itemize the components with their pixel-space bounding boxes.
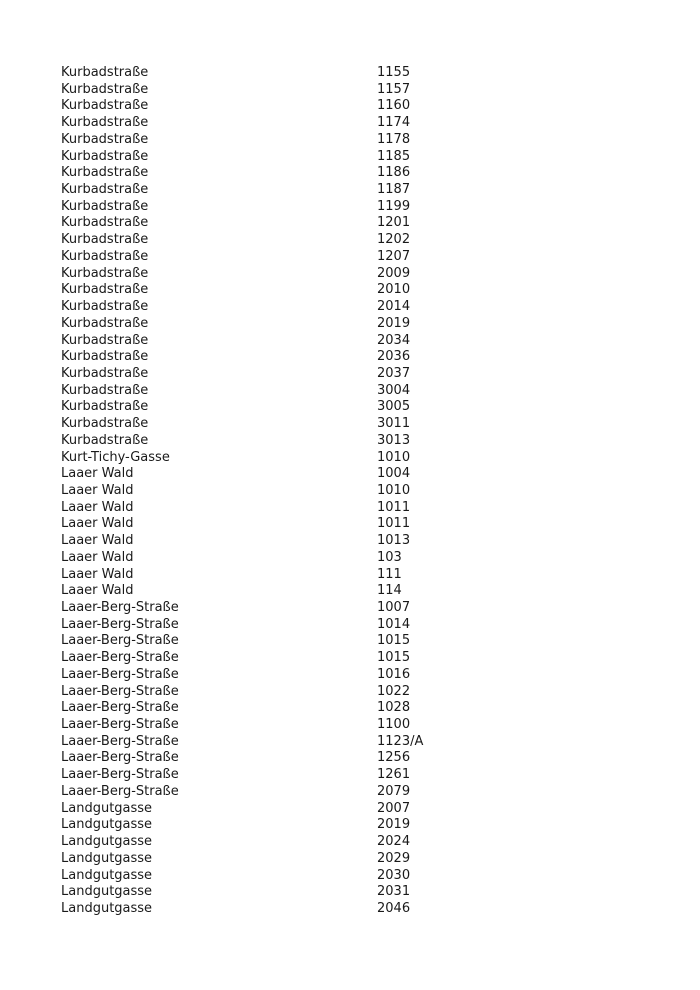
- list-item: [0, 433, 700, 450]
- street-name: Laaer-Berg-Straße: [61, 767, 179, 783]
- list-item: [0, 299, 700, 316]
- street-name: Kurbadstraße: [61, 115, 149, 131]
- list-item: [0, 483, 700, 500]
- street-name: Laaer Wald: [61, 533, 134, 549]
- list-item: [0, 182, 700, 199]
- house-number: 2014: [377, 299, 411, 315]
- list-item: [0, 617, 700, 634]
- list-item: [0, 450, 700, 467]
- list-item: [0, 333, 700, 350]
- list-item: [0, 349, 700, 366]
- house-number: 1010: [377, 449, 411, 465]
- street-name: Laaer-Berg-Straße: [61, 750, 179, 766]
- street-name: Laaer Wald: [61, 583, 134, 599]
- street-name: Laaer Wald: [61, 466, 134, 482]
- house-number: 2046: [377, 900, 411, 916]
- street-name: Laaer-Berg-Straße: [61, 683, 179, 699]
- house-number: 1201: [377, 215, 411, 231]
- street-name: Landgutgasse: [61, 900, 153, 916]
- house-number: 1014: [377, 616, 411, 632]
- list-item: [0, 149, 700, 166]
- street-name: Laaer Wald: [61, 566, 134, 582]
- house-number: 1186: [377, 165, 411, 181]
- house-number: 3004: [377, 382, 411, 398]
- list-item: [0, 416, 700, 433]
- house-number: 2024: [377, 834, 411, 850]
- list-item: [0, 516, 700, 533]
- house-number: 1174: [377, 115, 411, 131]
- street-name: Kurbadstraße: [61, 299, 149, 315]
- house-number: 3013: [377, 432, 411, 448]
- street-name: Kurbadstraße: [61, 81, 149, 97]
- street-name: Kurbadstraße: [61, 265, 149, 281]
- list-item: [0, 132, 700, 149]
- street-name: Kurbadstraße: [61, 349, 149, 365]
- house-number: 1013: [377, 533, 411, 549]
- street-name: Kurbadstraße: [61, 215, 149, 231]
- street-name: Landgutgasse: [61, 867, 153, 883]
- street-name: Laaer-Berg-Straße: [61, 783, 179, 799]
- list-item: [0, 249, 700, 266]
- list-item: [0, 750, 700, 767]
- list-item: [0, 817, 700, 834]
- house-number: 2030: [377, 867, 411, 883]
- list-item: [0, 466, 700, 483]
- street-name: Landgutgasse: [61, 850, 153, 866]
- list-item: [0, 399, 700, 416]
- list-item: [0, 700, 700, 717]
- house-number: 1100: [377, 717, 411, 733]
- street-name: Kurt-Tichy-Gasse: [61, 449, 170, 465]
- street-name: Laaer-Berg-Straße: [61, 616, 179, 632]
- house-number: 114: [377, 583, 402, 599]
- street-name: Laaer Wald: [61, 482, 134, 498]
- list-item: [0, 366, 700, 383]
- house-number: 1022: [377, 683, 411, 699]
- house-number: 3011: [377, 416, 411, 432]
- street-name: Kurbadstraße: [61, 432, 149, 448]
- house-number: 1160: [377, 98, 411, 114]
- list-item: [0, 851, 700, 868]
- list-item: [0, 734, 700, 751]
- list-item: [0, 650, 700, 667]
- street-name: Kurbadstraße: [61, 248, 149, 264]
- street-name: Kurbadstraße: [61, 332, 149, 348]
- street-name: Laaer-Berg-Straße: [61, 717, 179, 733]
- list-item: [0, 82, 700, 99]
- house-number: 1010: [377, 482, 411, 498]
- street-name: Kurbadstraße: [61, 148, 149, 164]
- list-item: [0, 199, 700, 216]
- house-number: 1187: [377, 182, 411, 198]
- house-number: 1011: [377, 499, 411, 515]
- street-name: Kurbadstraße: [61, 365, 149, 381]
- list-item: [0, 282, 700, 299]
- street-name: Laaer-Berg-Straße: [61, 733, 179, 749]
- house-number: 1123/A: [377, 733, 424, 749]
- street-name: Landgutgasse: [61, 817, 153, 833]
- house-number: 1015: [377, 633, 411, 649]
- street-name: Kurbadstraße: [61, 382, 149, 398]
- house-number: 1261: [377, 767, 411, 783]
- list-item: [0, 115, 700, 132]
- house-number: 2019: [377, 315, 411, 331]
- list-item: [0, 801, 700, 818]
- list-item: [0, 316, 700, 333]
- list-item: [0, 884, 700, 901]
- street-name: Landgutgasse: [61, 800, 153, 816]
- house-number: 111: [377, 566, 402, 582]
- list-item: [0, 583, 700, 600]
- list-item: [0, 98, 700, 115]
- list-item: [0, 600, 700, 617]
- list-item: [0, 684, 700, 701]
- list-item: [0, 266, 700, 283]
- list-item: [0, 667, 700, 684]
- list-item: [0, 784, 700, 801]
- list-item: [0, 633, 700, 650]
- house-number: 1185: [377, 148, 411, 164]
- house-number: 103: [377, 549, 402, 565]
- street-name: Laaer-Berg-Straße: [61, 633, 179, 649]
- address-list: [0, 65, 700, 918]
- house-number: 1028: [377, 700, 411, 716]
- street-name: Laaer Wald: [61, 549, 134, 565]
- street-name: Laaer Wald: [61, 499, 134, 515]
- list-item: [0, 767, 700, 784]
- street-name: Kurbadstraße: [61, 131, 149, 147]
- list-item: [0, 165, 700, 182]
- house-number: 1011: [377, 516, 411, 532]
- list-item: [0, 533, 700, 550]
- list-item: [0, 717, 700, 734]
- list-item: [0, 834, 700, 851]
- house-number: 3005: [377, 399, 411, 415]
- street-name: Laaer-Berg-Straße: [61, 600, 179, 615]
- street-name: Landgutgasse: [61, 884, 153, 900]
- house-number: 2007: [377, 800, 411, 816]
- street-name: Laaer-Berg-Straße: [61, 650, 179, 666]
- house-number: 2037: [377, 365, 411, 381]
- house-number: 1256: [377, 750, 411, 766]
- house-number: 1015: [377, 650, 411, 666]
- street-name: Kurbadstraße: [61, 399, 149, 415]
- house-number: 1207: [377, 248, 411, 264]
- house-number: 1178: [377, 131, 411, 147]
- street-name: Laaer-Berg-Straße: [61, 666, 179, 682]
- list-item: [0, 500, 700, 517]
- house-number: 2079: [377, 783, 411, 799]
- list-item: [0, 567, 700, 584]
- street-name: Kurbadstraße: [61, 416, 149, 432]
- house-number: 1199: [377, 198, 411, 214]
- house-number: 2034: [377, 332, 411, 348]
- house-number: 1004: [377, 466, 411, 482]
- street-name: Kurbadstraße: [61, 282, 149, 298]
- house-number: 1157: [377, 81, 411, 97]
- list-item: [0, 383, 700, 400]
- list-item: [0, 232, 700, 249]
- house-number: 1007: [377, 600, 411, 615]
- house-number: 2029: [377, 850, 411, 866]
- list-item: [0, 868, 700, 885]
- house-number: 2009: [377, 265, 411, 281]
- house-number: 2036: [377, 349, 411, 365]
- house-number: 2010: [377, 282, 411, 298]
- house-number: 2019: [377, 817, 411, 833]
- house-number: 1155: [377, 65, 411, 80]
- street-name: Landgutgasse: [61, 834, 153, 850]
- house-number: 1202: [377, 232, 411, 248]
- street-name: Laaer Wald: [61, 516, 134, 532]
- street-name: Kurbadstraße: [61, 65, 149, 80]
- house-number: 2031: [377, 884, 411, 900]
- list-item: [0, 901, 700, 918]
- list-item: [0, 65, 700, 82]
- street-name: Kurbadstraße: [61, 182, 149, 198]
- list-item: [0, 215, 700, 232]
- house-number: 1016: [377, 666, 411, 682]
- street-name: Kurbadstraße: [61, 232, 149, 248]
- street-name: Kurbadstraße: [61, 98, 149, 114]
- street-name: Kurbadstraße: [61, 315, 149, 331]
- street-name: Laaer-Berg-Straße: [61, 700, 179, 716]
- street-name: Kurbadstraße: [61, 165, 149, 181]
- street-name: Kurbadstraße: [61, 198, 149, 214]
- list-item: [0, 550, 700, 567]
